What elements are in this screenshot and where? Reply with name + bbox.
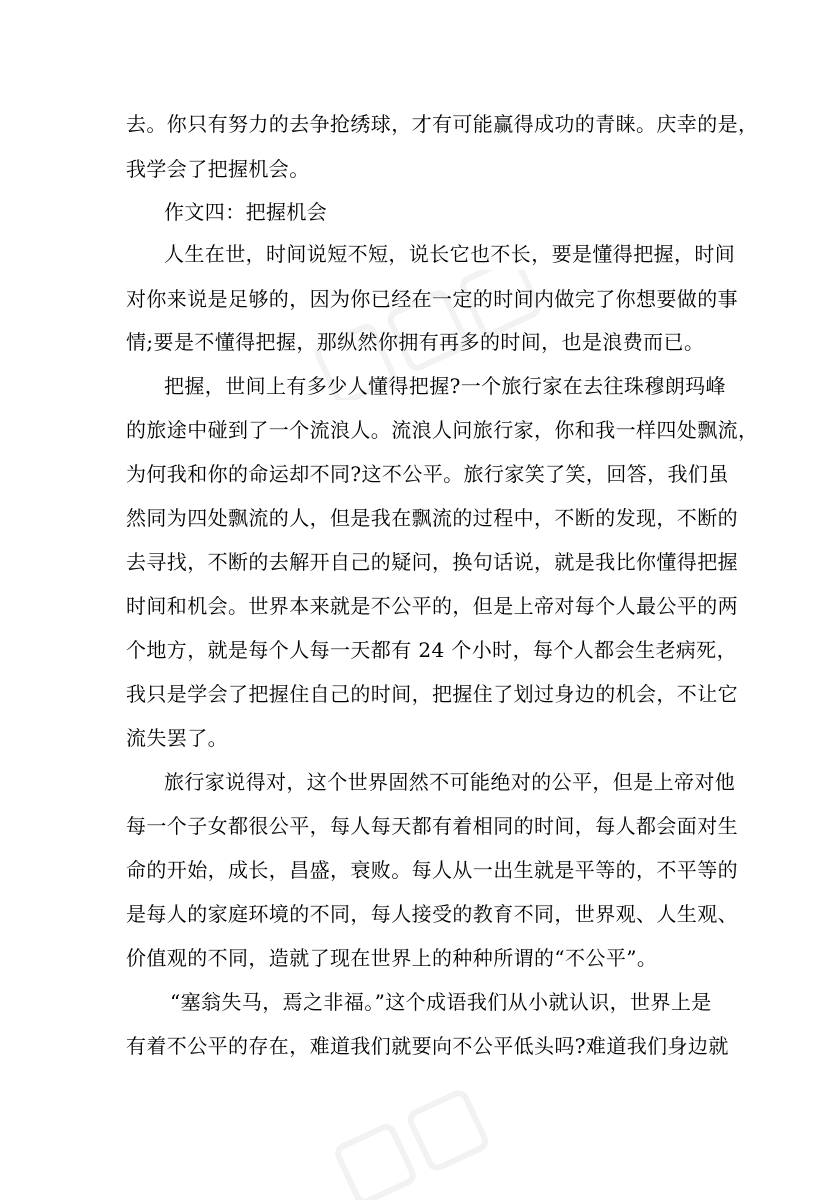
body-text-line: 个地方，就是每个人每一天都有 24 个小时，每个人都会生老病死， bbox=[126, 638, 737, 662]
paragraph-start: 把握，世间上有多少人懂得把握?一个旅行家在去往珠穆朗玛峰 bbox=[164, 374, 726, 398]
body-text-line: 价值观的不同，造就了现在世界上的种种所谓的“不公平”。 bbox=[126, 946, 658, 970]
body-text-line: 为何我和你的命运却不同?这不公平。旅行家笑了笑，回答，我们虽 bbox=[126, 462, 729, 486]
watermark-stamp-icon-bottom bbox=[320, 1070, 580, 1200]
body-text-line: 每一个子女都很公平，每人每天都有着相同的时间，每人都会面对生 bbox=[126, 814, 738, 838]
body-text-line: 是每人的家庭环境的不同，每人接受的教育不同，世界观、人生观、 bbox=[126, 902, 738, 926]
body-text-line: 有着不公平的存在，难道我们就要向不公平低头吗?难道我们身边就 bbox=[126, 1034, 729, 1058]
body-text-line: 我学会了把握机会。 bbox=[126, 157, 310, 181]
body-text-line: 对你来说是足够的，因为你已经在一定的时间内做完了你想要做的事 bbox=[126, 287, 738, 311]
paragraph-start: 人生在世，时间说短不短，说长它也不长，要是懂得把握，时间 bbox=[164, 242, 736, 266]
body-text-line: 情;要是不懂得把握，那纵然你拥有再多的时间，也是浪费而已。 bbox=[126, 330, 705, 354]
body-text-line: 的旅途中碰到了一个流浪人。流浪人问旅行家，你和我一样四处飘流， bbox=[126, 418, 759, 442]
paragraph-start: “塞翁失马，焉之非福。”这个成语我们从小就认识，世界上是 bbox=[170, 990, 712, 1014]
body-text-line: 流失罢了。 bbox=[126, 726, 228, 750]
section-heading: 作文四：把握机会 bbox=[164, 200, 328, 224]
body-text-line: 我只是学会了把握住自己的时间，把握住了划过身边的机会，不让它 bbox=[126, 682, 738, 706]
body-text-line: 去。你只有努力的去争抢绣球，才有可能赢得成功的青睐。庆幸的是， bbox=[126, 112, 759, 136]
body-text-line: 去寻找，不断的去解开自己的疑问，换句话说，就是我比你懂得把握 bbox=[126, 550, 738, 574]
body-text-line: 命的开始，成长，昌盛，衰败。每人从一出生就是平等的，不平等的 bbox=[126, 858, 738, 882]
body-text-line: 然同为四处飘流的人，但是我在飘流的过程中，不断的发现，不断的 bbox=[126, 506, 738, 530]
paragraph-start: 旅行家说得对，这个世界固然不可能绝对的公平，但是上帝对他 bbox=[164, 770, 736, 794]
body-text-line: 时间和机会。世界本来就是不公平的，但是上帝对每个人最公平的两 bbox=[126, 594, 738, 618]
